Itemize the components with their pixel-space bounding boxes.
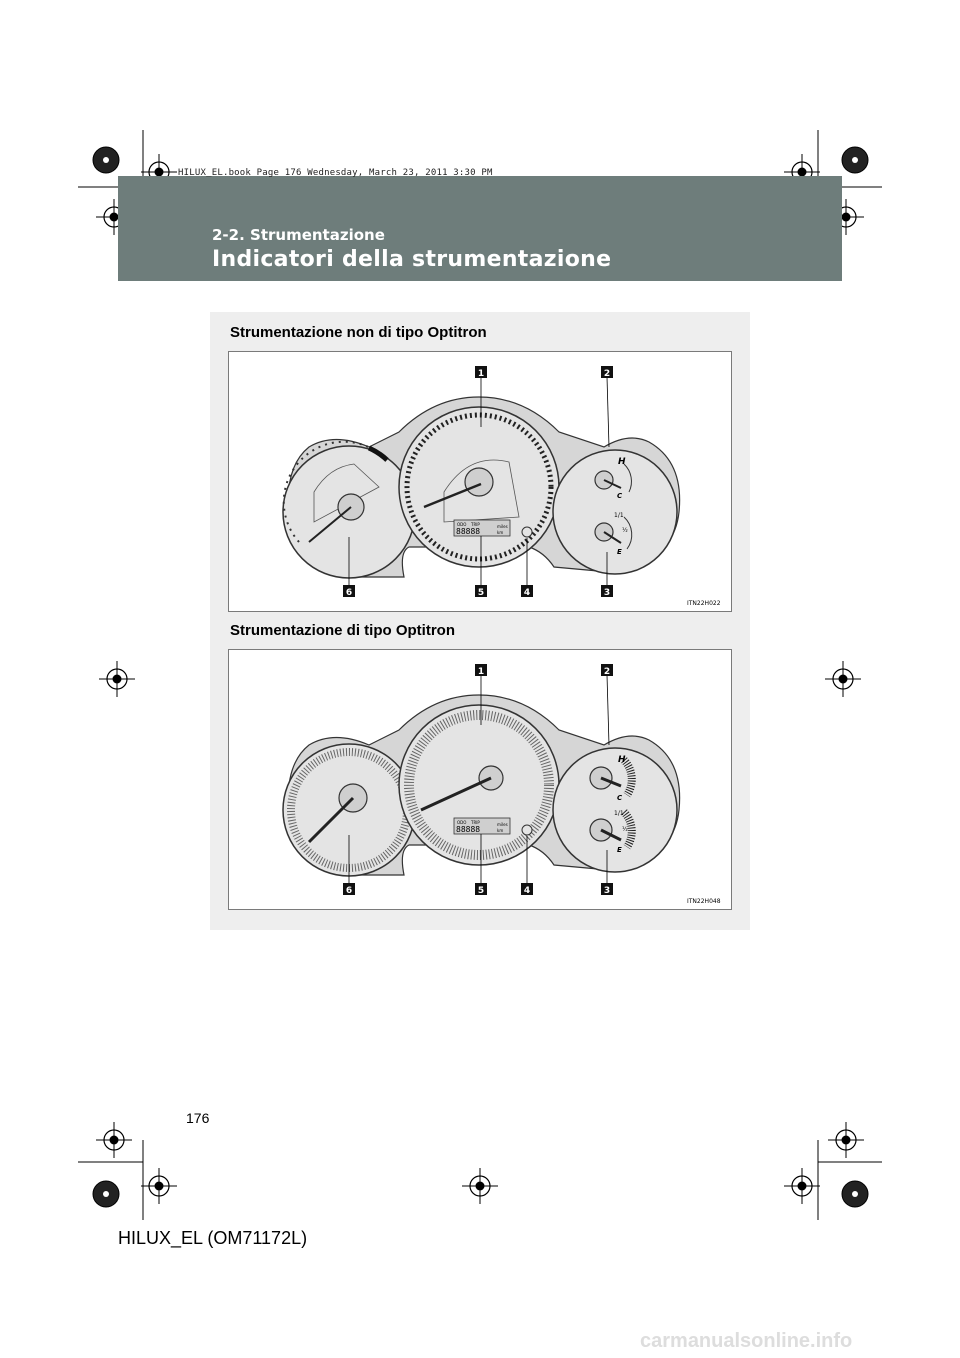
temp-hot-label: H — [618, 457, 626, 467]
figure-2-subtitle: Strumentazione di tipo Optitron — [230, 622, 455, 639]
fuel-full-label: 1/1 — [614, 810, 624, 817]
callout-1: 1 — [477, 369, 485, 379]
fuel-full-label: 1/1 — [614, 512, 624, 519]
page-title: Indicatori della strumentazione — [212, 247, 612, 272]
display-unit-km: km — [497, 828, 504, 833]
callout-6: 6 — [345, 886, 353, 896]
display-odo: ODO — [457, 522, 467, 527]
display-odo: ODO — [457, 820, 467, 825]
temp-hot-label: H — [618, 755, 626, 765]
display-trip: TRIP — [471, 820, 480, 825]
temp-cold-label: C — [617, 492, 623, 500]
fuel-half-label: ½ — [622, 527, 628, 534]
display-digits: 88888 — [456, 825, 481, 834]
callout-6: 6 — [345, 588, 353, 598]
fuel-empty-label: E — [617, 548, 622, 556]
display-digits: 88888 — [456, 527, 481, 536]
callout-4: 4 — [523, 588, 531, 598]
book-info: HILUX_EL.book Page 176 Wednesday, March 23, 2011 3:30 PM — [178, 168, 493, 178]
fuel-empty-label: E — [617, 846, 622, 854]
figure-1 — [228, 351, 732, 612]
callout-2: 2 — [603, 667, 611, 677]
display-unit-km: km — [497, 530, 504, 535]
page-number: 176 — [186, 1110, 210, 1126]
figure-code: ITN22H022 — [687, 600, 721, 607]
section-label: 2-2. Strumentazione — [212, 226, 385, 244]
callout-1: 1 — [477, 667, 485, 677]
callout-4: 4 — [523, 886, 531, 896]
manual-code: HILUX_EL (OM71172L) — [118, 1228, 308, 1248]
figure-1-subtitle: Strumentazione non di tipo Optitron — [230, 324, 487, 341]
display-unit-miles: miles — [497, 524, 508, 529]
watermark: carmanualsonline.info — [640, 1330, 853, 1352]
display-trip: TRIP — [471, 522, 480, 527]
callout-3: 3 — [603, 886, 611, 896]
callout-2: 2 — [603, 369, 611, 379]
figure-2 — [228, 649, 732, 910]
temp-cold-label: C — [617, 794, 623, 802]
callout-3: 3 — [603, 588, 611, 598]
cluster-diagram-optitron — [229, 650, 731, 909]
callout-5: 5 — [477, 886, 485, 896]
cluster-diagram-standard — [229, 352, 731, 611]
display-unit-miles: miles — [497, 822, 508, 827]
fuel-half-label: ½ — [622, 826, 628, 833]
figure-code: ITN22H048 — [687, 898, 721, 905]
callout-5: 5 — [477, 588, 485, 598]
